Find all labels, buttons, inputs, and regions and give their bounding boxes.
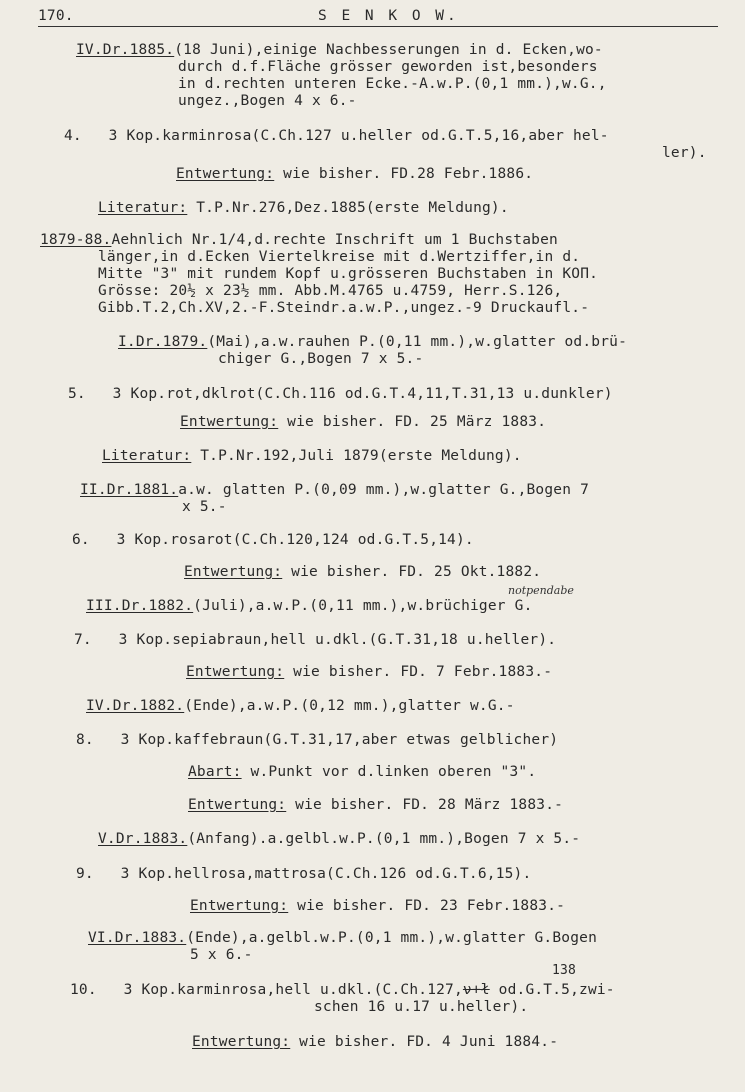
- stamp-entry: 6. 3 Kop.rosarot(C.Ch.120,124 od.G.T.5,14).: [72, 532, 474, 548]
- text-line: ler).: [662, 145, 707, 161]
- text-line: in d.rechten unteren Ecke.-A.w.P.(0,1 mm.),w.G.,: [178, 76, 607, 92]
- text-line: Mitte "3" mit rundem Kopf u.grösseren Buchstaben in КОП.: [98, 266, 599, 282]
- text-line: Gibb.T.2,Ch.XV,2.-F.Steindr.a.w.P.,ungez.-9 Druckaufl.-: [98, 300, 590, 316]
- text-line: ungez.,Bogen 4 x 6.-: [178, 93, 357, 109]
- struck-text: ν+ł: [462, 982, 490, 998]
- header-rule: [38, 26, 718, 27]
- text-line: schen 16 u.17 u.heller).: [314, 999, 529, 1015]
- page-title: S E N K O W.: [318, 8, 459, 24]
- cancellation-line: Entwertung: wie bisher. FD. 4 Juni 1884.-: [192, 1034, 559, 1050]
- handwritten-note: notpendabe: [508, 584, 574, 597]
- text-line: chiger G.,Bogen 7 x 5.-: [218, 351, 424, 367]
- text-line: x 5.-: [182, 499, 227, 515]
- print-heading: I.Dr.1879.(Mai),a.w.rauhen P.(0,11 mm.),w.glatter od.brü-: [118, 334, 628, 350]
- text-line: 5 x 6.-: [190, 947, 253, 963]
- cancellation-line: Entwertung: wie bisher. FD. 25 Okt.1882.: [184, 564, 542, 580]
- cancellation-line: Entwertung: wie bisher. FD. 25 März 1883.: [180, 414, 547, 430]
- text-line: Grösse: 20½ x 23½ mm. Abb.M.4765 u.4759, Herr.S.126,: [98, 283, 563, 299]
- variety-line: Abart: w.Punkt vor d.linken oberen "3".: [188, 764, 537, 780]
- cancellation-line: Entwertung: wie bisher. FD.28 Febr.1886.: [176, 166, 534, 182]
- stamp-entry: 8. 3 Kop.kaffebraun(G.T.31,17,aber etwas gelblicher): [76, 732, 559, 748]
- page-number: 170.: [38, 8, 74, 24]
- stamp-entry: 10. 3 Kop.karminrosa,hell u.dkl.(C.Ch.127,ν+ł od.G.T.5,zwi-: [70, 982, 615, 998]
- text-line: länger,in d.Ecken Viertelkreise mit d.Wertziffer,in d.: [98, 249, 581, 265]
- print-heading: IV.Dr.1885.(18 Juni),einige Nachbesserungen in d. Ecken,wo-: [76, 42, 603, 58]
- print-heading: IV.Dr.1882.(Ende),a.w.P.(0,12 mm.),glatter w.G.-: [86, 698, 515, 714]
- issue-heading: 1879-88.Aehnlich Nr.1/4,d.rechte Inschrift um 1 Buchstaben: [40, 232, 558, 248]
- insert-number: 138: [552, 963, 577, 978]
- print-heading: II.Dr.1881.a.w. glatten P.(0,09 mm.),w.glatter G.,Bogen 7: [80, 482, 590, 498]
- stamp-entry: 4. 3 Kop.karminrosa(C.Ch.127 u.heller od.G.T.5,16,aber hel-: [64, 128, 609, 144]
- stamp-entry: 9. 3 Kop.hellrosa,mattrosa(C.Ch.126 od.G.T.6,15).: [76, 866, 532, 882]
- print-heading: III.Dr.1882.(Juli),a.w.P.(0,11 mm.),w.brüchiger G.: [86, 598, 533, 614]
- cancellation-line: Entwertung: wie bisher. FD. 7 Febr.1883.-: [186, 664, 553, 680]
- cancellation-line: Entwertung: wie bisher. FD. 23 Febr.1883.-: [190, 898, 566, 914]
- cancellation-line: Entwertung: wie bisher. FD. 28 März 1883.-: [188, 797, 564, 813]
- literature-line: Literatur: T.P.Nr.192,Juli 1879(erste Meldung).: [102, 448, 522, 464]
- literature-line: Literatur: T.P.Nr.276,Dez.1885(erste Meldung).: [98, 200, 509, 216]
- print-heading: VI.Dr.1883.(Ende),a.gelbl.w.P.(0,1 mm.),w.glatter G.Bogen: [88, 930, 598, 946]
- stamp-entry: 5. 3 Kop.rot,dklrot(C.Ch.116 od.G.T.4,11,T.31,13 u.dunkler): [68, 386, 613, 402]
- stamp-entry: 7. 3 Kop.sepiabraun,hell u.dkl.(G.T.31,18 u.heller).: [74, 632, 557, 648]
- text-line: durch d.f.Fläche grösser geworden ist,besonders: [178, 59, 598, 75]
- print-heading: V.Dr.1883.(Anfang).a.gelbl.w.P.(0,1 mm.),Bogen 7 x 5.-: [98, 831, 581, 847]
